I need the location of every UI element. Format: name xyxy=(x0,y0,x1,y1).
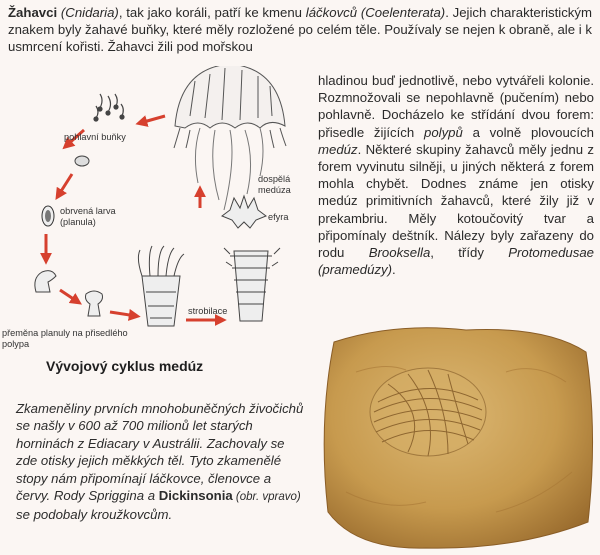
fossil-photo xyxy=(316,312,600,555)
label-strobilation: strobilace xyxy=(188,306,228,316)
strobila-icon xyxy=(224,248,280,321)
side-text-3: . Některé skupiny žahavců měly jednu z forem vyvinutu silněji, u jiných některá z forem mohla chybět. Dodnes známe jen otisky medúz primitivních žahavců, které žily již v prekambriu. Měly kotoučovitý tvar a připomínaly deštník. Nálezy byly zařazeny do rodu xyxy=(318,141,594,261)
latin-name: (Cnidaria) xyxy=(60,5,119,20)
arrow-1 xyxy=(140,116,165,123)
bottom-and: a xyxy=(144,488,159,504)
intro-text-2: . Jejich charakteristickým znakem byly žahavé buňky, které měly rozložené po celém těle. Používaly se nejen k obraně, ale i k usmrcení kořisti. Žahavci žili pod mořskou xyxy=(8,5,592,55)
bottom-text-2: se podobaly kroužkovcům. xyxy=(16,507,173,523)
intro-paragraph xyxy=(8,4,592,56)
figure-note: (obr. vpravo) xyxy=(232,491,301,504)
life-cycle-figure xyxy=(0,66,312,366)
medusa-term: medúz xyxy=(318,141,358,157)
planula-icon xyxy=(42,206,54,226)
phylum-name: láčkovců (Coelenterata) xyxy=(305,5,446,20)
genus-spriggina: Spriggina xyxy=(88,488,145,504)
label-adult: dospělá medúza xyxy=(258,174,291,195)
arrow-3 xyxy=(58,174,72,196)
dickinsonia-imprint xyxy=(370,368,486,456)
ephyra-icon xyxy=(222,196,266,228)
class-name: Protomedusae (pramedúzy) xyxy=(318,245,595,278)
young-polyp-icon xyxy=(86,291,103,316)
label-gametes: pohlavní buňky xyxy=(64,132,126,142)
egg-icon xyxy=(75,156,89,166)
bottom-text-1: Zkameněliny prvních mnohobuněčných živočichů se našly v 600 až 700 milionů let starých horninách z Ediacary v Austrálii. Zachovaly se zde otisky jejich měkkých těl. Tyto zkamenělé stopy nám připomínají láčkovce, členovce a červy. Rody xyxy=(16,401,304,504)
arrow-5 xyxy=(60,290,78,302)
scyphistoma-icon xyxy=(138,246,184,326)
gametes-icon xyxy=(94,94,124,121)
side-text-1: hladinou buď jednotlivě, nebo vytvářeli kolonie. Rozmnožovali se nepohlavně (pučením) nebo pohlavně. Docházelo ke střídání dvou forem: přisedle žijících xyxy=(318,73,594,140)
side-paragraph xyxy=(318,72,594,278)
life-cycle-diagram xyxy=(0,66,312,366)
side-text-5: . xyxy=(392,262,396,278)
polyp-term: polypů xyxy=(423,124,463,140)
genus-name: Brooksella xyxy=(368,245,431,261)
label-polyp: přeměna planuly na přisedlého polypa xyxy=(2,328,128,349)
label-ephyra: efyra xyxy=(268,212,289,222)
term-zahavci: Žahavci xyxy=(8,5,58,20)
diagram-caption: Vývojový cyklus medúz xyxy=(46,358,204,374)
fossil-stone-icon xyxy=(316,312,600,555)
label-larva: obrvená larva (planula) xyxy=(60,206,116,227)
intro-text-1: , tak jako koráli, patří ke kmenu xyxy=(118,5,306,20)
genus-dickinsonia: Dickinsonia xyxy=(158,488,233,504)
side-text-4: , třídy xyxy=(430,245,509,261)
arrow-6 xyxy=(110,312,136,316)
settled-polyp-icon xyxy=(35,271,56,292)
side-text-2: a volně plovoucích xyxy=(462,124,594,140)
fossil-paragraph xyxy=(16,400,308,524)
